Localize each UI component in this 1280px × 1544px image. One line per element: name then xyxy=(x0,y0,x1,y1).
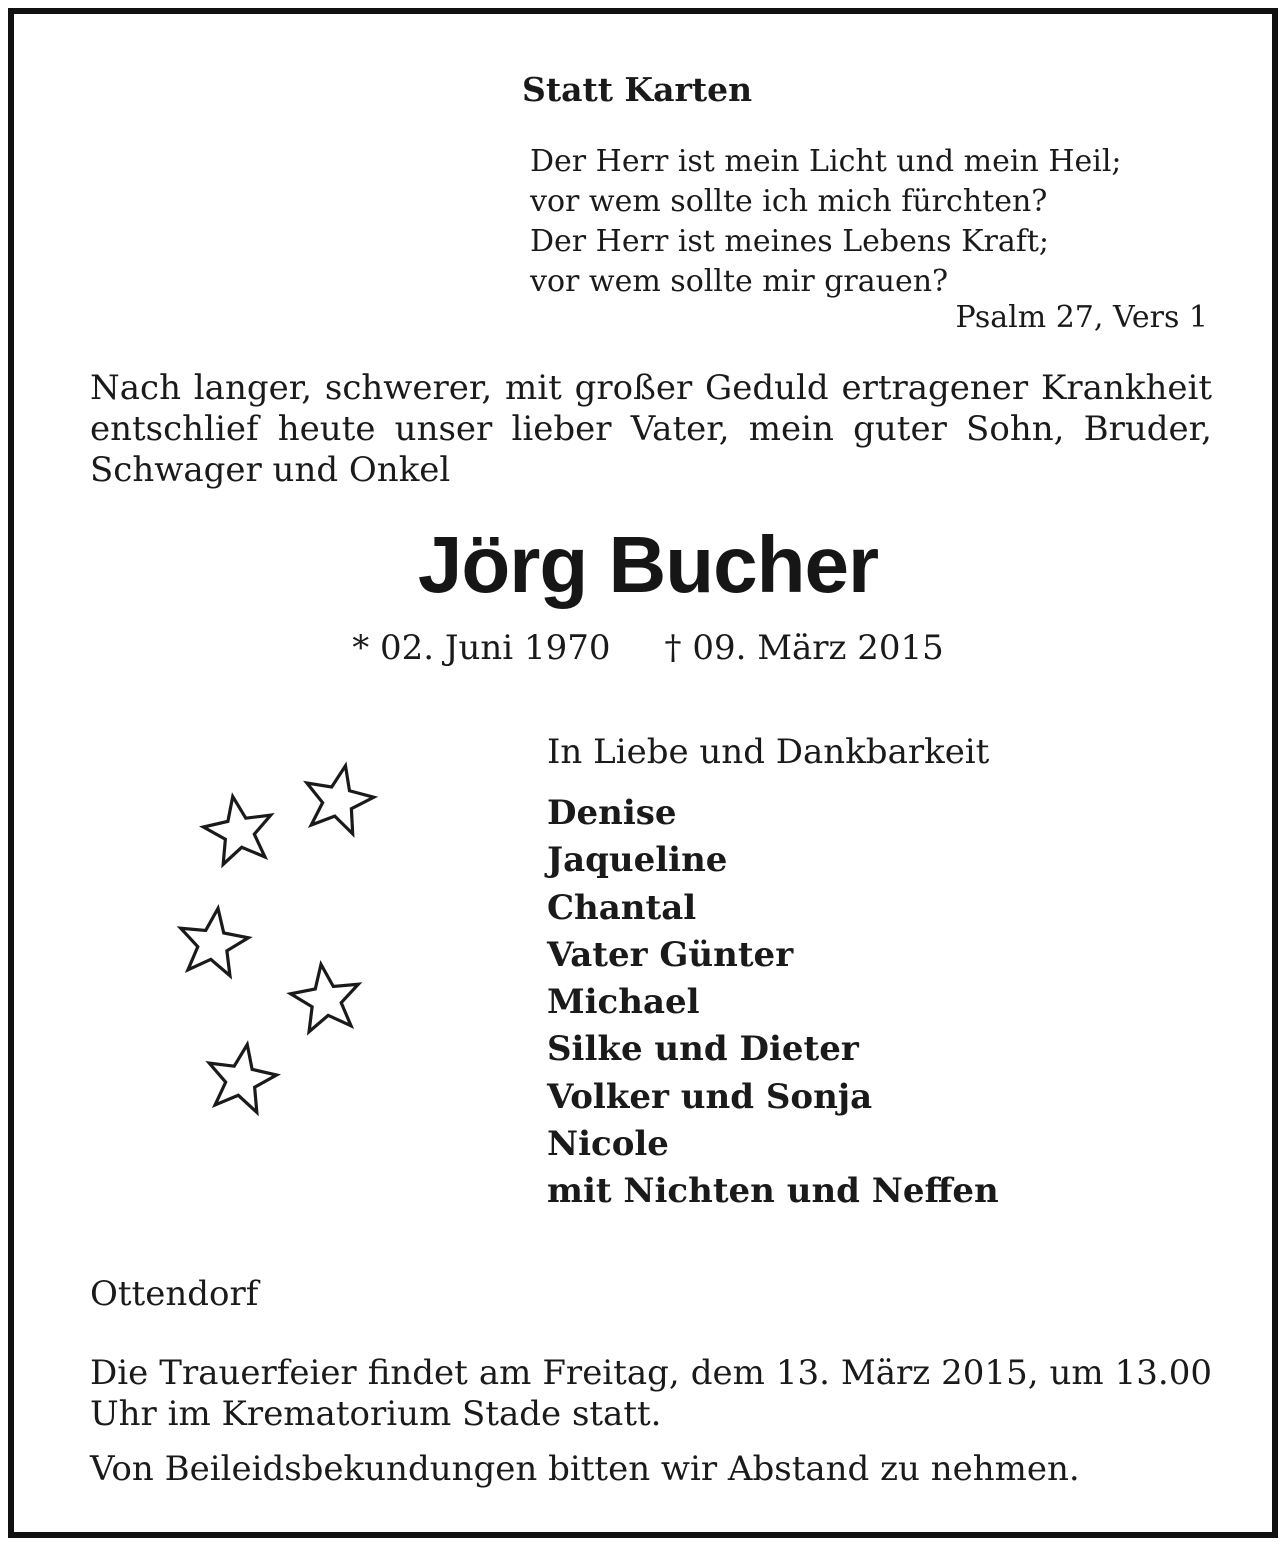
obituary-notice xyxy=(8,8,1278,1538)
verse-line: Der Herr ist meines Lebens Kraft; xyxy=(530,224,1049,259)
verse-reference: Psalm 27, Vers 1 xyxy=(955,300,1208,335)
place: Ottendorf xyxy=(90,1274,259,1314)
family-member: Denise xyxy=(547,793,677,833)
verse-line: Der Herr ist mein Licht und mein Heil; xyxy=(530,144,1122,179)
star-outline-icon xyxy=(199,791,278,867)
thanks-line: In Liebe und Dankbarkeit xyxy=(547,732,990,772)
header-statt-karten: Statt Karten xyxy=(522,70,753,109)
deceased-name: Jörg Bucher xyxy=(417,520,879,609)
family-list xyxy=(547,790,999,1216)
birth-date: * 02. Juni 1970 xyxy=(352,628,611,668)
family-member: Chantal xyxy=(547,887,697,928)
star-outline-icon xyxy=(298,759,378,837)
family-member: Volker und Sonja xyxy=(547,1076,873,1117)
family-member: Jaqueline xyxy=(547,840,728,881)
family-member: Silke und Dieter xyxy=(547,1029,859,1070)
family-member: Nicole xyxy=(547,1124,669,1165)
family-member: Vater Günter xyxy=(547,934,794,975)
star-outline-icon xyxy=(175,904,252,978)
death-date: † 09. März 2015 xyxy=(664,628,944,668)
verse-line: vor wem sollte ich mich fürchten? xyxy=(530,184,1048,219)
bible-verse xyxy=(530,142,1122,302)
star-outline-icon xyxy=(202,1039,281,1115)
funeral-service-info: Die Trauerfeier findet am Freitag, dem 13. März 2015, um 13.00 Uhr im Krematorium Stade statt. xyxy=(90,1353,1212,1434)
star-outline-icon xyxy=(287,960,364,1034)
intro-text: Nach langer, schwerer, mit großer Geduld ertragener Krankheit entschlief heute unser lieber Vater, mein guter Sohn, Bruder, Schwager und Onkel xyxy=(90,368,1212,490)
verse-line: vor wem sollte mir grauen? xyxy=(530,264,949,299)
life-dates xyxy=(14,628,1280,668)
family-member: mit Nichten und Neffen xyxy=(547,1171,999,1212)
family-member: Michael xyxy=(547,982,700,1023)
condolence-note: Von Beileidsbekundungen bitten wir Abstand zu nehmen. xyxy=(90,1449,1080,1489)
